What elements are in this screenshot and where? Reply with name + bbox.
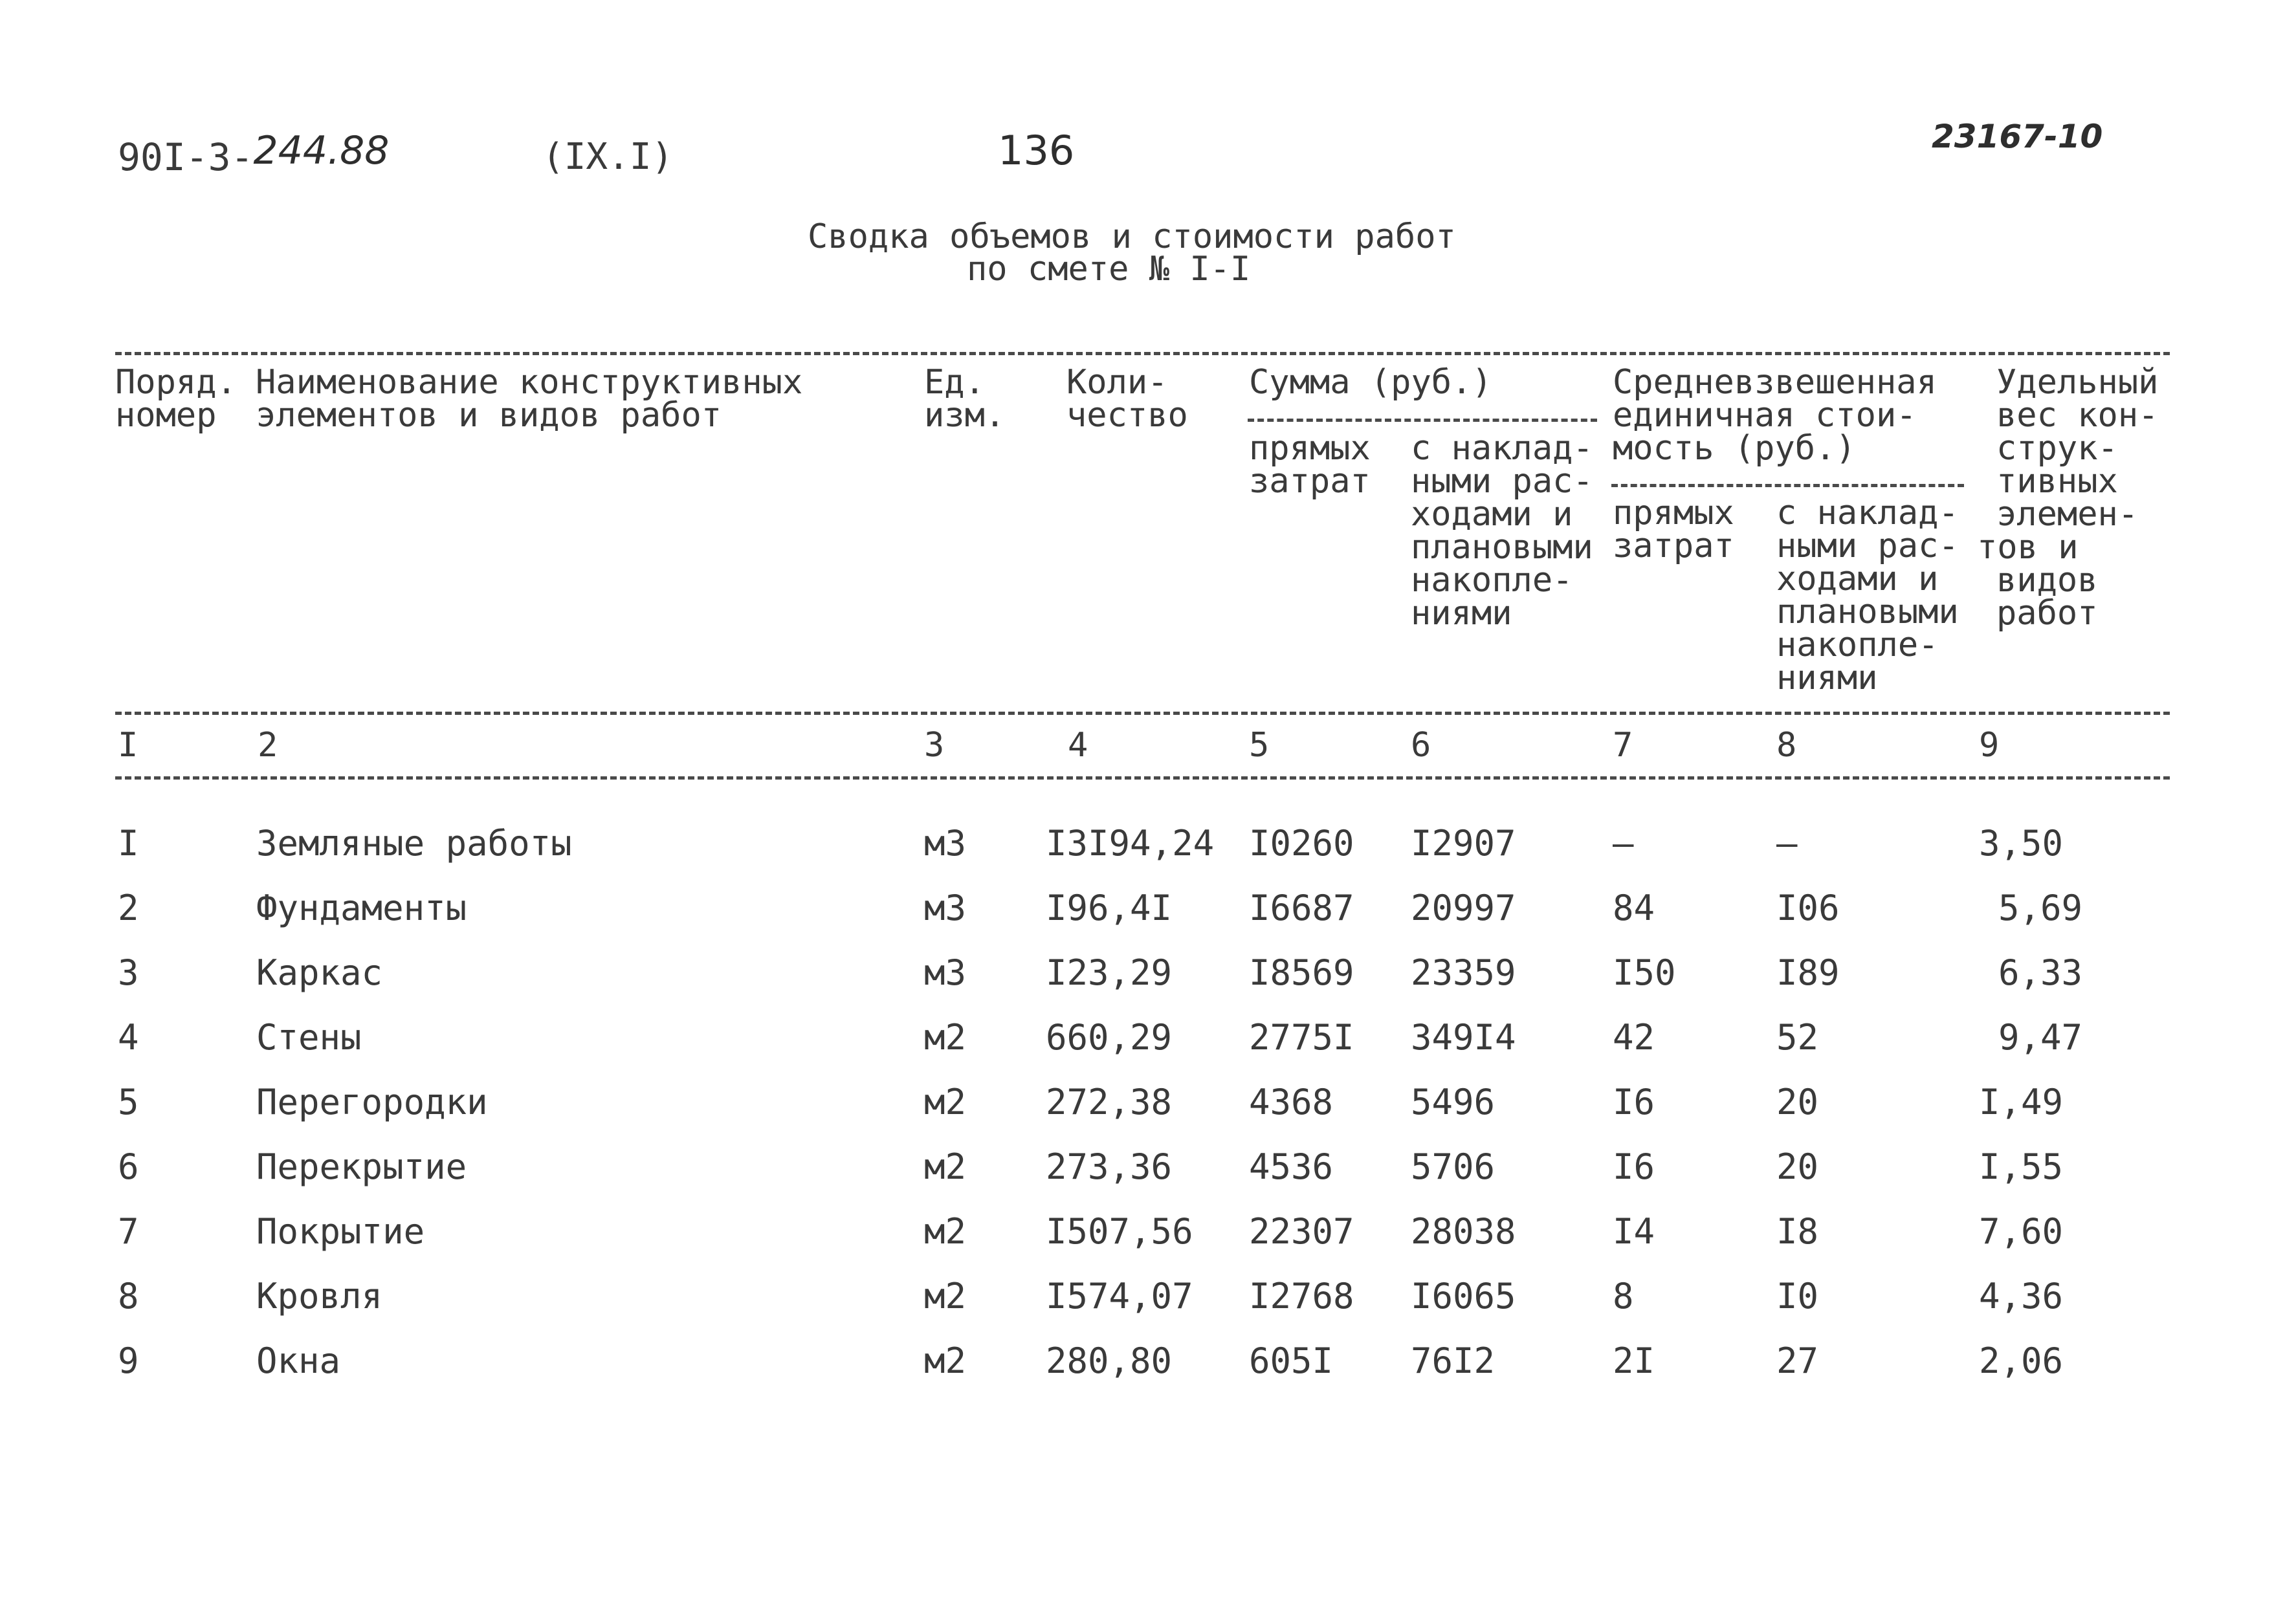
col-number: 4	[1068, 726, 1088, 765]
row-number: 3	[118, 952, 139, 993]
row-avg-direct: I6	[1613, 1146, 1655, 1187]
row-share: 7,60	[1979, 1211, 2064, 1252]
row-direct-cost: 4368	[1249, 1082, 1334, 1122]
row-quantity: I23,29	[1046, 952, 1173, 993]
row-unit: м3	[924, 823, 967, 864]
row-number: 9	[118, 1340, 139, 1381]
row-unit: м2	[924, 1082, 967, 1122]
col-header-8: с наклад- ными рас- ходами и плановыми накопле- ниями	[1776, 494, 1959, 697]
sum-group-header: Сумма (руб.)	[1249, 363, 1492, 402]
row-share: 9,47	[1998, 1017, 2083, 1058]
table-top-rule	[115, 352, 2170, 355]
col-header-5: прямых затрат	[1249, 429, 1371, 501]
row-unit: м2	[924, 1211, 967, 1252]
row-number: 7	[118, 1211, 139, 1252]
row-total-cost: 23359	[1411, 952, 1516, 993]
row-name: Стены	[256, 1017, 362, 1058]
inventory-number: 23167-10	[1932, 118, 2103, 155]
row-number: 4	[118, 1017, 139, 1058]
row-unit: м2	[924, 1017, 967, 1058]
row-avg-direct: 2I	[1613, 1340, 1655, 1381]
row-unit: м2	[924, 1276, 967, 1317]
row-avg-direct: I4	[1613, 1211, 1655, 1252]
volume-label: (IX.I)	[542, 136, 674, 178]
row-quantity: 280,80	[1046, 1340, 1173, 1381]
page-subtitle: по смете № I-I	[967, 250, 1251, 289]
row-name: Перекрытие	[256, 1146, 467, 1187]
row-quantity: I3I94,24	[1046, 823, 1215, 864]
row-avg-direct: I50	[1613, 952, 1676, 993]
row-avg-total: I8	[1776, 1211, 1819, 1252]
col-number: 6	[1411, 726, 1431, 765]
row-total-cost: I2907	[1411, 823, 1516, 864]
row-avg-total: I0	[1776, 1276, 1819, 1317]
row-name: Каркас	[256, 952, 383, 993]
row-total-cost: 349I4	[1411, 1017, 1516, 1058]
row-number: 6	[118, 1146, 139, 1187]
row-quantity: I96,4I	[1046, 888, 1173, 928]
row-name: Покрытие	[256, 1211, 425, 1252]
row-direct-cost: I8569	[1249, 952, 1354, 993]
row-unit: м2	[924, 1340, 967, 1381]
page-number: 136	[998, 127, 1075, 174]
row-quantity: I574,07	[1046, 1276, 1193, 1317]
row-share: 3,50	[1979, 823, 2064, 864]
row-name: Земляные работы	[256, 823, 572, 864]
doc-code-printed: 90I-3-	[118, 135, 254, 179]
row-name: Перегородки	[256, 1082, 488, 1122]
avg-group-header: Средневзвешенная единичная стои- мость (руб.)	[1613, 363, 1937, 468]
row-avg-total: I89	[1776, 952, 1840, 993]
doc-code	[118, 128, 390, 180]
row-share: 6,33	[1998, 952, 2083, 993]
col-header-9: Удельный вес кон- струк- тивных элемен- тов и видов работ	[1977, 363, 2159, 633]
row-total-cost: 20997	[1411, 888, 1516, 928]
row-direct-cost: 4536	[1249, 1146, 1334, 1187]
row-quantity: I507,56	[1046, 1211, 1193, 1252]
row-number: 5	[118, 1082, 139, 1122]
row-unit: м3	[924, 888, 967, 928]
row-direct-cost: I0260	[1249, 823, 1354, 864]
row-avg-direct: –	[1613, 823, 1634, 864]
row-quantity: 272,38	[1046, 1082, 1173, 1122]
row-avg-total: –	[1776, 823, 1798, 864]
row-direct-cost: I2768	[1249, 1276, 1354, 1317]
row-avg-direct: I6	[1613, 1082, 1655, 1122]
row-name: Фундаменты	[256, 888, 467, 928]
row-share: 2,06	[1979, 1340, 2064, 1381]
row-number: I	[118, 823, 139, 864]
row-total-cost: 76I2	[1411, 1340, 1496, 1381]
col-number: 2	[258, 726, 278, 765]
col-header-6: с наклад- ными рас- ходами и плановыми накопле- ниями	[1411, 429, 1593, 633]
row-avg-total: 52	[1776, 1017, 1819, 1058]
avg-group-rule	[1611, 484, 1964, 487]
col-number: 3	[924, 726, 945, 765]
row-share: 5,69	[1998, 888, 2083, 928]
row-total-cost: 5706	[1411, 1146, 1496, 1187]
row-name: Окна	[256, 1340, 341, 1381]
row-avg-total: 20	[1776, 1146, 1819, 1187]
col-number: 5	[1249, 726, 1270, 765]
row-share: 4,36	[1979, 1276, 2064, 1317]
row-number: 2	[118, 888, 139, 928]
sum-group-rule	[1248, 419, 1597, 422]
row-share: I,55	[1979, 1146, 2064, 1187]
page-title: Сводка объемов и стоимости работ	[808, 217, 1456, 256]
row-direct-cost: 22307	[1249, 1211, 1354, 1252]
row-number: 8	[118, 1276, 139, 1317]
row-unit: м3	[924, 952, 967, 993]
row-direct-cost: 2775I	[1249, 1017, 1354, 1058]
row-quantity: 660,29	[1046, 1017, 1173, 1058]
row-quantity: 273,36	[1046, 1146, 1173, 1187]
row-avg-total: 27	[1776, 1340, 1819, 1381]
col-number: 7	[1613, 726, 1633, 765]
row-avg-total: 20	[1776, 1082, 1819, 1122]
col-header-2: Наименование конструктивных элементов и видов работ	[256, 363, 803, 435]
col-number: I	[118, 726, 138, 765]
col-number: 8	[1776, 726, 1797, 765]
col-number: 9	[1979, 726, 2000, 765]
row-name: Кровля	[256, 1276, 383, 1317]
row-avg-direct: 42	[1613, 1017, 1655, 1058]
row-total-cost: 28038	[1411, 1211, 1516, 1252]
col-header-3: Ед. изм.	[924, 363, 1006, 435]
col-header-4: Коли- чество	[1066, 363, 1188, 435]
doc-code-handwritten: 244.88	[253, 128, 390, 173]
row-avg-direct: 84	[1613, 888, 1655, 928]
row-unit: м2	[924, 1146, 967, 1187]
row-total-cost: 5496	[1411, 1082, 1496, 1122]
col-header-7: прямых затрат	[1613, 494, 1734, 565]
row-avg-total: I06	[1776, 888, 1840, 928]
column-numbers-top-rule	[115, 712, 2170, 715]
row-share: I,49	[1979, 1082, 2064, 1122]
header-bottom-rule	[115, 776, 2170, 780]
row-direct-cost: I6687	[1249, 888, 1354, 928]
row-direct-cost: 605I	[1249, 1340, 1334, 1381]
row-total-cost: I6065	[1411, 1276, 1516, 1317]
row-avg-direct: 8	[1613, 1276, 1634, 1317]
col-header-1: Поряд. номер	[115, 363, 237, 435]
